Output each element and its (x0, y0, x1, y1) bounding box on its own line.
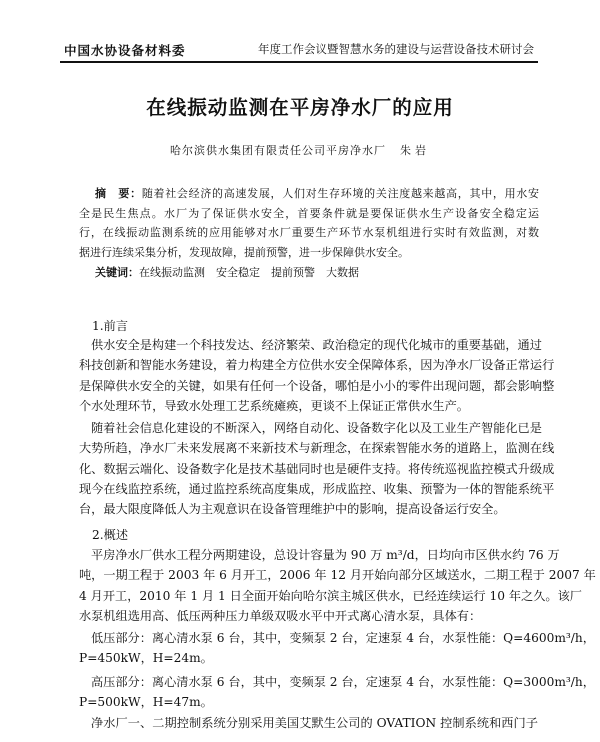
body-line: 现今在线监控系统，通过监控系统高度集成，形成监控、收集、预警为一体的智能系统平 (79, 481, 555, 496)
keywords-label: 关键词： (95, 266, 139, 279)
abstract-line: 随着社会经济的高速发展，人们对生存环境的关注度越来越高，其中，用水安 (141, 187, 539, 200)
section-heading-overview: 2.概述 (92, 528, 129, 542)
low-pressure-spec (79, 628, 595, 669)
paper-title: 在线振动监测在平房净水厂的应用 (146, 96, 454, 119)
abstract-line: 据进行连续采集分析，发现故障，提前预警，进一步保障供水安全。 (79, 245, 409, 259)
body-line: 净水厂一、二期控制系统分别采用美国艾默生公司的 OVATION 控制系统和西门子 (91, 716, 538, 730)
body-line: 水泵机组选用高、低压两种压力单级双吸水平中开式离心清水泵，具体有： (79, 608, 482, 623)
running-header-right: 年度工作会议暨智慧水务的建设与运营设备技术研讨会 (258, 42, 534, 56)
abstract-line: 全是民生焦点。水厂为了保证供水安全，首要条件就是要保证供水生产设备安全稳定运 (79, 206, 539, 220)
affiliation: 哈尔滨供水集团有限责任公司平房净水厂 (170, 144, 386, 157)
abstract-line: 行，在线振动监测系统的应用能够对水厂重要生产环节水泵机组进行实时有效监测，对数 (79, 226, 539, 240)
byline (0, 142, 600, 158)
intro-paragraph-1 (79, 335, 555, 416)
overview-paragraph (79, 545, 596, 626)
body-line: 随着社会信息化建设的不断深入，网络自动化、设备数字化以及工业生产智能化已是 (91, 421, 542, 435)
body-line: 是保障供水安全的关键，如果有任何一个设备，哪怕是小小的零件出现问题，都会影响整 (79, 378, 555, 393)
body-line: 台，最大限度降低人为主观意识在设备管理维护中的影响，提高设备运行安全。 (79, 502, 506, 517)
keywords-list: 在线振动监测 安全稳定 提前预警 大数据 (139, 266, 359, 279)
body-line: 大势所趋，净水厂未来发展离不来新技术与新理念，在探索智能水务的道路上，监测在线 (79, 441, 555, 456)
body-line: 平房净水厂供水工程分两期建设，总设计容量为 90 万 m³/d，日均向市区供水约 76 万 (91, 548, 560, 562)
body-line: 个水处理环节，导致水处理工艺系统瘫痪，更谈不上保证正常供水生产。 (79, 398, 469, 413)
body-line: 吨，一期工程于 2003 年 6 月开工，2006 年 12 月开始向部分区域送水，二期工程于 2007 年 (79, 568, 596, 583)
intro-paragraph-2 (79, 418, 555, 519)
body-line: 高压部分：离心清水泵 6 台，其中，变频泵 2 台，定速泵 4 台，水泵性能：Q=3000m³/h， (91, 675, 595, 689)
body-line: 4 月开工，2010 年 1 月 1 日全面开始向哈尔滨主城区供水，已经连续运行 10 年之久。该厂 (79, 588, 582, 603)
control-system-paragraph (79, 713, 538, 733)
body-line: 化、数据云端化、设备数字化是技术基础同时也是硬件支持。将传统巡视监控模式升级成 (79, 461, 555, 476)
body-line: P=500kW，H=47m。 (79, 695, 213, 710)
keywords (95, 264, 535, 280)
body-line: 低压部分：离心清水泵 6 台，其中，变频泵 2 台，定速泵 4 台，水泵性能：Q=4600m³/h， (91, 631, 595, 645)
high-pressure-spec (79, 672, 595, 713)
section-heading-intro: 1.前言 (92, 319, 129, 333)
abstract-label: 摘 要： (95, 187, 142, 200)
abstract (79, 184, 539, 262)
body-line: 科技创新和智能水务建设，着力构建全方位供水安全保障体系，因为净水厂设备正常运行 (79, 358, 555, 373)
body-line: P=450kW，H=24m。 (79, 651, 213, 666)
body-line: 供水安全是构建一个科技发达、经济繁荣、政治稳定的现代化城市的重要基础，通过 (91, 338, 542, 352)
running-header-left: 中国水协设备材料委 (64, 43, 186, 58)
author-name: 朱岩 (400, 144, 430, 157)
header-rule (60, 61, 538, 63)
